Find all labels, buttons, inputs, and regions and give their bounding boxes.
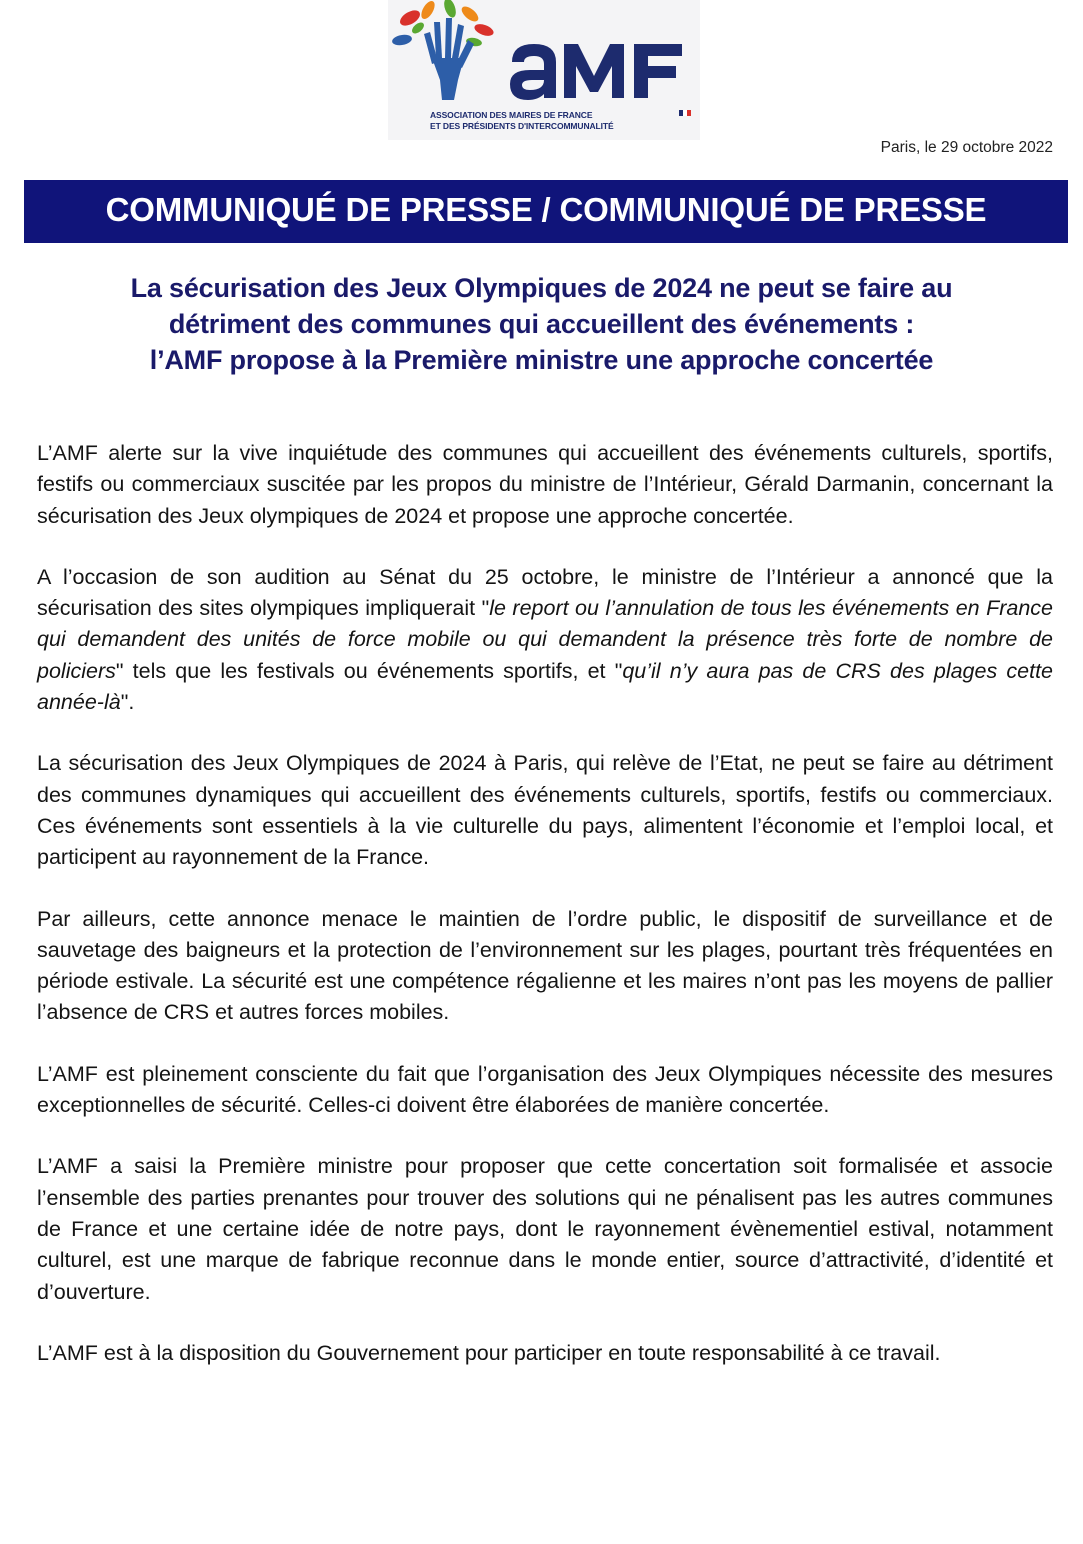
paragraph-2-quote-2: qu’il n’y aura pas de CRS des plages cette année-là bbox=[37, 658, 1053, 715]
paragraph-2-text-c: " tels que les festivals ou événements sportifs, et " bbox=[115, 658, 623, 683]
paragraph-7: L’AMF est à la disposition du Gouvernement pour participer en toute responsabilité à ce travail. bbox=[37, 1340, 941, 1365]
amf-wordmark bbox=[510, 44, 682, 100]
press-release-body bbox=[37, 438, 1053, 1399]
logo-subtitle-line2: ET DES PRÉSIDENTS D'INTERCOMMUNALITÉ bbox=[430, 121, 614, 131]
press-release-banner: COMMUNIQUÉ DE PRESSE / COMMUNIQUÉ DE PRESSE bbox=[24, 180, 1068, 243]
headline-line-3: l’AMF propose à la Première ministre une approche concertée bbox=[149, 345, 934, 375]
amf-logo bbox=[388, 0, 700, 140]
paragraph-5: L’AMF est pleinement consciente du fait que l’organisation des Jeux Olympiques nécessite des mesures exceptionnelles de sécurité. Celles-ci doivent être élaborées de manière concertée. bbox=[37, 1061, 1053, 1118]
tree-leaves-icon bbox=[391, 0, 495, 47]
headline-line-1: La sécurisation des Jeux Olympiques de 2024 ne peut se faire au bbox=[130, 273, 953, 303]
headline-line-2: détriment des communes qui accueillent des événements : bbox=[168, 309, 915, 339]
paragraph-3: La sécurisation des Jeux Olympiques de 2024 à Paris, qui relève de l’Etat, ne peut se faire au détriment des communes dynamiques qui accueillent des événements culturels, sportifs, festifs ou commerciaux. Ces événements sont essentiels à la vie culturelle du pays, alimentent l’économie et l’emploi local, et participent au rayonnement de la France. bbox=[37, 751, 1053, 870]
logo-subtitle-line1: ASSOCIATION DES MAIRES DE FRANCE bbox=[430, 110, 593, 120]
paragraph-4: Par ailleurs, cette annonce menace le maintien de l’ordre public, le dispositif de surveillance et de sauvetage des baigneurs et la protection de l’environnement sur les plages, pourtant très fréquentées en période estivale. La sécurité est une compétence régalienne et les maires n’ont pas les moyens de pallier l’absence de CRS et autres forces mobiles. bbox=[37, 906, 1053, 1025]
paragraph-6: L’AMF a saisi la Première ministre pour proposer que cette concertation soit formalisée et associe l’ensemble des parties prenantes pour trouver des solutions qui ne pénalisent pas les autres communes de France et une certaine idée de notre pays, dont le rayonnement évènementiel estival, notamment culturel, est une marque de fabrique reconnue dans le monde entier, source d’attractivité, d’identité et d’ouverture. bbox=[37, 1154, 1053, 1304]
amf-logo-graphic bbox=[388, 0, 700, 112]
hand-icon bbox=[424, 18, 474, 100]
paragraph-2-text-a: A l’occasion de son audition au Sénat du 25 octobre, le ministre de l’Intérieur a annoncé que la sécurisation des sites olympiques impliquerait " bbox=[37, 564, 1053, 621]
headline bbox=[0, 270, 1083, 378]
paragraph-1: L’AMF alerte sur la vive inquiétude des communes qui accueillent des événements culturels, sportifs, festifs ou commerciaux suscitée par les propos du ministre de l’Intérieur, Gérald Darmanin, concernant la sécurisation des Jeux olympiques de 2024 et propose une approche concertée. bbox=[37, 441, 1053, 528]
paragraph-2 bbox=[37, 562, 1053, 718]
paragraph-2-quote-1: le report ou l’annulation de tous les événements en France qui demandent des unités de force mobile ou qui demandent la présence très forte de nombre de policiers bbox=[37, 596, 1053, 683]
press-release-date: Paris, le 29 octobre 2022 bbox=[880, 139, 1053, 156]
paragraph-2-text-e: ". bbox=[120, 690, 135, 715]
french-flag-icon bbox=[679, 110, 691, 116]
